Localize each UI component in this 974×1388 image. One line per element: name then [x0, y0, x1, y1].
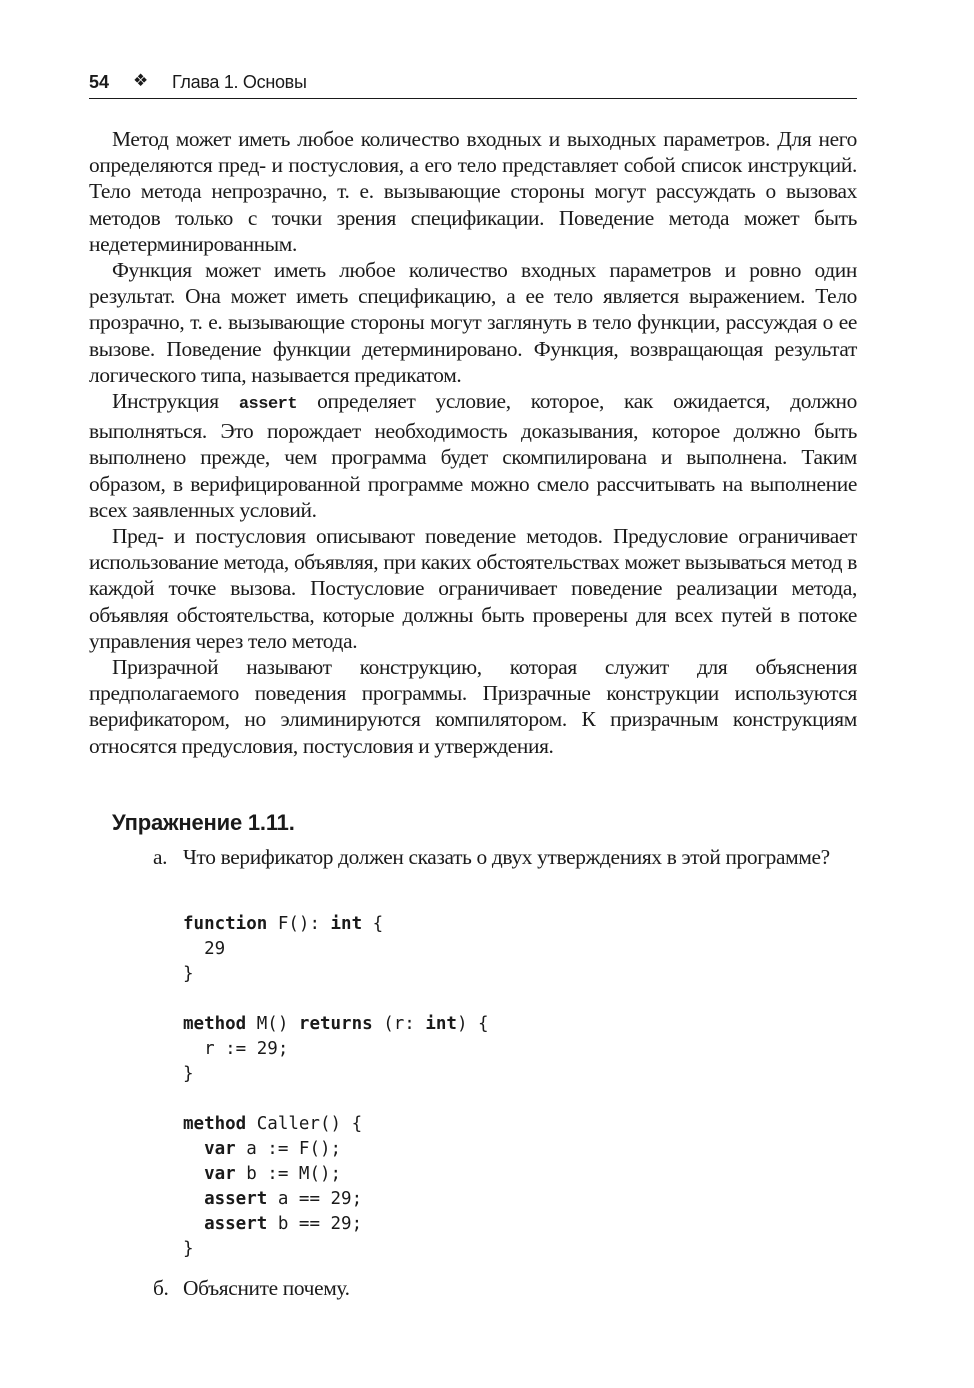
code-line — [183, 1037, 489, 1062]
code-token: F(): — [267, 914, 331, 934]
code-line — [183, 912, 489, 937]
code-token: a == 29; — [267, 1189, 363, 1209]
code-line — [183, 1012, 489, 1037]
code-token: ) { — [456, 1014, 489, 1034]
code-token: (r: — [372, 1014, 426, 1034]
code-line — [183, 1162, 489, 1187]
assert-keyword: assert — [238, 395, 298, 415]
code-keyword: returns — [298, 1014, 373, 1034]
paragraph-ghost: Призрачной называют конструкцию, которая служит для объяснения предполагаемого поведения программы. Призрачные конструкции используются верификатором, но элиминируются компилятором. К призрачным конструкциям относятся предусловия, постусловия и утверждения. — [89, 655, 857, 758]
code-token: } — [183, 1064, 194, 1084]
item-a-marker: а. — [153, 845, 168, 869]
code-token: Caller() { — [246, 1114, 363, 1134]
code-token — [183, 989, 194, 1009]
code-keyword: int — [425, 1014, 457, 1034]
code-keyword: method — [183, 1114, 247, 1134]
code-keyword: var — [204, 1139, 236, 1159]
code-line — [183, 1237, 489, 1262]
paragraph-functions: Функция может иметь любое количество входных параметров и ровно один результат. Она может иметь спецификацию, а ее тело является выражением. Тело прозрачно, т. е. вызывающие стороны могут заглянуть в тело функции, рассуждая о ее вызове. Поведение функции детерминировано. Функция, возвращающая результат логического типа, называется предикатом. — [89, 258, 857, 387]
code-token: b == 29; — [267, 1214, 363, 1234]
code-token: r := 29; — [183, 1039, 289, 1059]
paragraph-methods: Метод может иметь любое количество входных и выходных параметров. Для него определяются пред- и постусловия, а его тело представляет собой список инструкций. Тело метода непрозрачно, т. е. вызывающие стороны могут рассуждать о вызовах методов только с точки зрения спецификации. Поведение метода может быть недетерминированным. — [89, 127, 857, 256]
code-token: M() — [246, 1014, 299, 1034]
paragraph-assert-after: определяет условие, которое, как ожидается, должно выполняться. Это порождает необходимость доказывания, которое должно быть выполнено прежде, чем программа будет скомпилирована и выполнена. Таким образом, в верифицированной программе можно смело рассчитывать на выполнение всех заявленных условий. — [89, 389, 858, 522]
code-line — [183, 937, 489, 962]
code-line — [183, 1137, 489, 1162]
running-header — [89, 70, 857, 99]
code-line — [183, 1187, 489, 1212]
code-listing — [183, 912, 489, 1262]
code-token — [183, 1214, 204, 1234]
item-b-text: Объясните почему. — [183, 1276, 350, 1300]
code-keyword: assert — [204, 1189, 268, 1209]
code-token: } — [183, 1239, 194, 1259]
paragraph-assert-before: Инструкция — [112, 389, 239, 414]
exercise-item-b — [153, 1275, 857, 1301]
code-keyword: method — [183, 1014, 247, 1034]
ornament-icon: ❖ — [133, 71, 149, 90]
code-token — [183, 1189, 204, 1209]
code-token — [183, 1164, 204, 1184]
code-token: 29 — [183, 939, 226, 959]
code-token: { — [362, 914, 384, 934]
exercise-item-a — [153, 844, 857, 870]
code-line — [183, 1212, 489, 1237]
page-number: 54 — [89, 72, 110, 92]
exercise-title: Упражнение 1.11. — [112, 810, 295, 835]
code-token: a := F(); — [235, 1139, 342, 1159]
paragraph-conditions: Пред- и постусловия описывают поведение методов. Предусловие ограничивает использование метода, объявляя, при каких обстоятельствах может вызываться метод в каждой точке вызова. Постусловие ограничивает поведение реализации метода, объявляя обстоятельства, которые должны быть проверены для всех путей в потоке управления через тело метода. — [89, 524, 857, 653]
code-line — [183, 1112, 489, 1137]
code-keyword: assert — [204, 1214, 268, 1234]
code-keyword: int — [330, 914, 363, 934]
code-line — [183, 1087, 489, 1112]
code-token: b := M(); — [235, 1164, 342, 1184]
paragraph-assert — [89, 388, 857, 523]
chapter-title: Глава 1. Основы — [172, 72, 307, 92]
code-line — [183, 962, 489, 987]
body-text — [89, 126, 857, 759]
item-a-text: Что верификатор должен сказать о двух утверждениях в этой программе? — [183, 845, 830, 869]
code-line — [183, 987, 489, 1012]
code-keyword: var — [204, 1164, 236, 1184]
code-token — [183, 1139, 204, 1159]
item-b-marker: б. — [153, 1276, 169, 1300]
code-token: } — [183, 964, 194, 984]
code-keyword: function — [183, 914, 268, 934]
code-line — [183, 1062, 489, 1087]
code-token — [183, 1089, 194, 1109]
